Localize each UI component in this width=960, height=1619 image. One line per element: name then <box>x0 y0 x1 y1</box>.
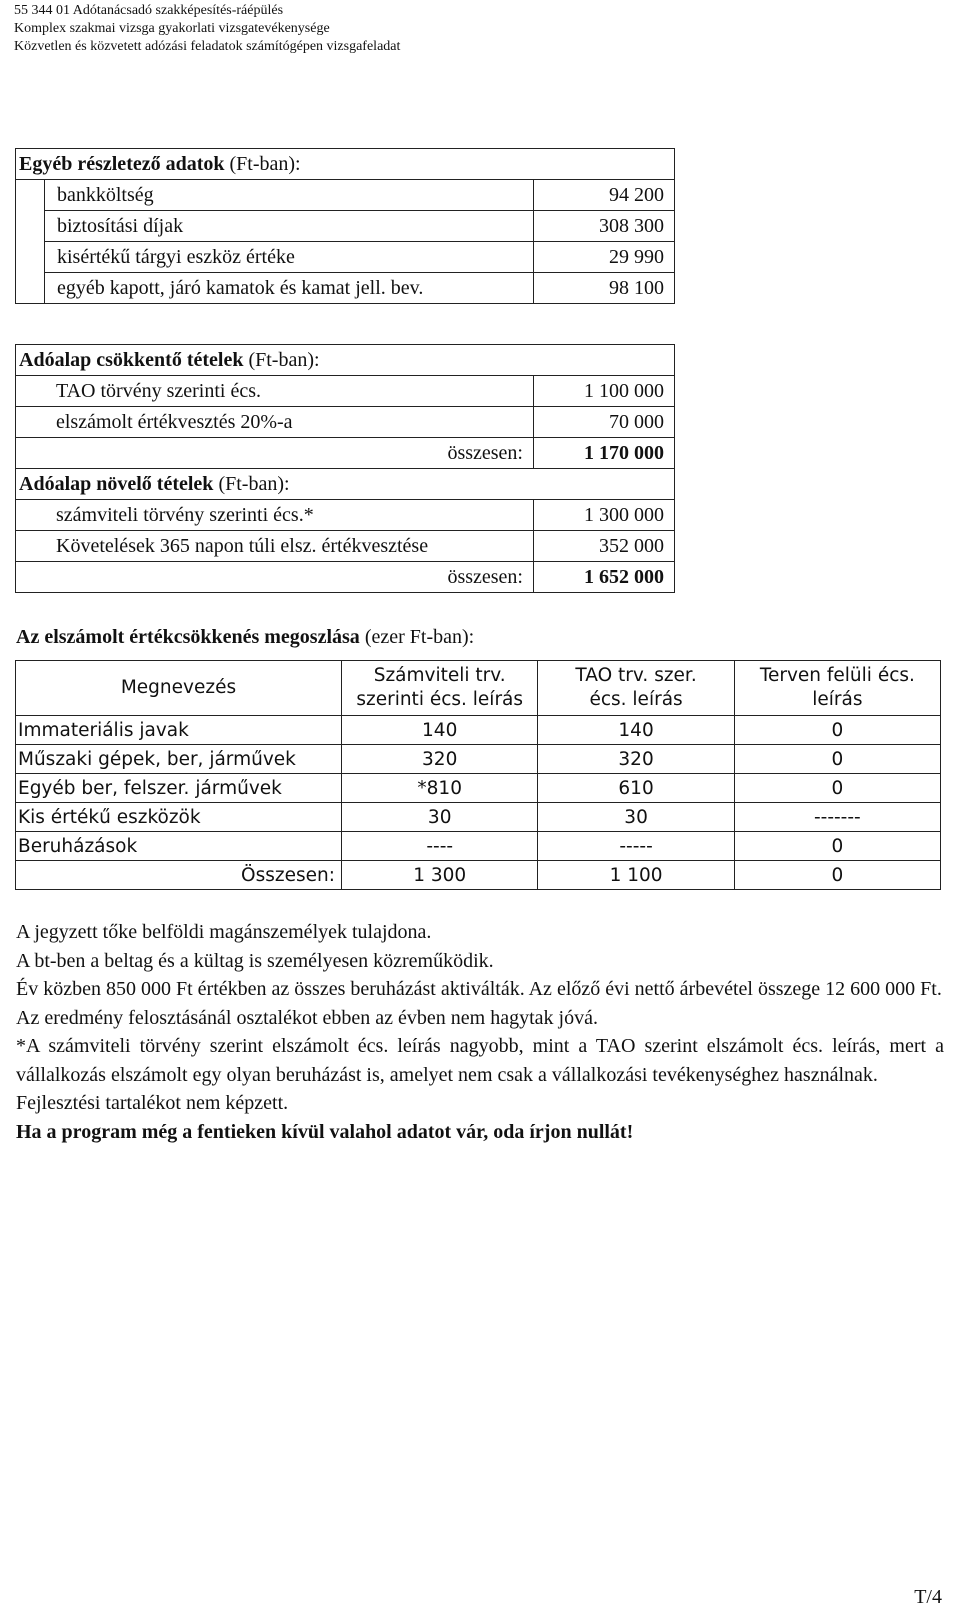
table-row: Kis értékű eszközök 30 30 ------- <box>16 803 941 832</box>
table-row: Beruházások ---- ----- 0 <box>16 832 941 861</box>
table-row <box>16 273 675 304</box>
row-value: 94 200 <box>534 180 675 211</box>
details-title: Egyéb részletező adatok (Ft-ban): <box>16 149 675 180</box>
total-value: 1 652 000 <box>534 562 675 593</box>
column-header: Megnevezés <box>16 661 342 716</box>
note: A bt-ben a beltag és a kültag is személyesen közreműködik. <box>16 949 494 972</box>
table-row <box>16 242 675 273</box>
increase-title: Adóalap növelő tételek (Ft-ban): <box>16 469 675 500</box>
table-row <box>16 376 675 407</box>
row-value: 1 100 000 <box>534 376 675 407</box>
header-line-2: Komplex szakmai vizsga gyakorlati vizsgatevékenysége <box>14 21 330 36</box>
total-label: összesen: <box>44 562 534 593</box>
row-label: Követelések 365 napon túli elsz. értékvesztése <box>44 531 534 562</box>
header-line-3: Közvetlen és közvetett adózási feladatok számítógépen vizsgafeladat <box>14 39 401 54</box>
page-header <box>14 2 400 56</box>
table-row: Immateriális javak 140 140 0 <box>16 716 941 745</box>
table-row <box>16 407 675 438</box>
row-label: biztosítási díjak <box>45 211 534 242</box>
total-row <box>16 438 675 469</box>
row-label: számviteli törvény szerinti écs.* <box>44 500 534 531</box>
row-label: elszámolt értékvesztés 20%-a <box>44 407 534 438</box>
row-label: egyéb kapott, járó kamatok és kamat jell. bev. <box>45 273 534 304</box>
row-label: bankköltség <box>45 180 534 211</box>
table-row <box>16 211 675 242</box>
note: Fejlesztési tartalékot nem képzett. <box>16 1092 289 1114</box>
note: A jegyzett tőke belföldi magánszemélyek tulajdona. <box>16 921 432 943</box>
total-row: Összesen: 1 300 1 100 0 <box>16 861 941 890</box>
decrease-title: Adóalap csökkentő tételek (Ft-ban): <box>16 345 675 376</box>
total-value: 1 170 000 <box>534 438 675 469</box>
details-table <box>15 148 675 304</box>
depreciation-title: Az elszámolt értékcsökkenés megoszlása (ezer Ft-ban): <box>16 626 475 648</box>
total-row <box>16 562 675 593</box>
total-label: összesen: <box>44 438 534 469</box>
column-header: TAO trv. szer. écs. leírás <box>538 661 734 716</box>
adjustments-table <box>15 344 675 593</box>
depreciation-table <box>15 660 941 890</box>
column-header: Terven felüli écs. leírás <box>734 661 940 716</box>
row-value: 70 000 <box>534 407 675 438</box>
row-label: TAO törvény szerinti écs. <box>44 376 534 407</box>
table-row <box>16 180 675 211</box>
row-label: kisértékű tárgyi eszköz értéke <box>45 242 534 273</box>
note: *A számviteli törvény szerint elszámolt écs. leírás nagyobb, mint a TAO szerint elszámolt écs. leírás, mert a vállalkozás elszámolt egy olyan beruházást is, amelyet nem csak a vállalkozási tevékenységhez használnak. <box>16 1035 944 1086</box>
table-row: Műszaki gépek, ber, járművek 320 320 0 <box>16 745 941 774</box>
table-row <box>16 500 675 531</box>
notes-section <box>16 918 944 1146</box>
row-value: 308 300 <box>534 211 675 242</box>
row-value: 352 000 <box>534 531 675 562</box>
total-label: Összesen: <box>16 861 342 890</box>
note: Év közben 850 000 Ft értékben az összes beruházást aktiválták. Az előző évi nettő árbevétel összege 12 600 000 Ft. <box>16 978 942 1000</box>
column-header: Számviteli trv. szerinti écs. leírás <box>341 661 537 716</box>
row-value: 1 300 000 <box>534 500 675 531</box>
table-row <box>16 531 675 562</box>
note: Az eredmény felosztásánál osztalékot ebben az évben nem hagytak jóvá. <box>16 1006 598 1029</box>
instruction-note: Ha a program még a fentieken kívül valahol adatot vár, oda írjon nullát! <box>16 1120 634 1143</box>
header-line-1: 55 344 01 Adótanácsadó szakképesítés-ráépülés <box>14 3 284 18</box>
header-row <box>16 661 941 716</box>
table-row: Egyéb ber, felszer. járművek *810 610 0 <box>16 774 941 803</box>
page-number: T/4 <box>914 1586 942 1608</box>
row-value: 98 100 <box>534 273 675 304</box>
row-value: 29 990 <box>534 242 675 273</box>
